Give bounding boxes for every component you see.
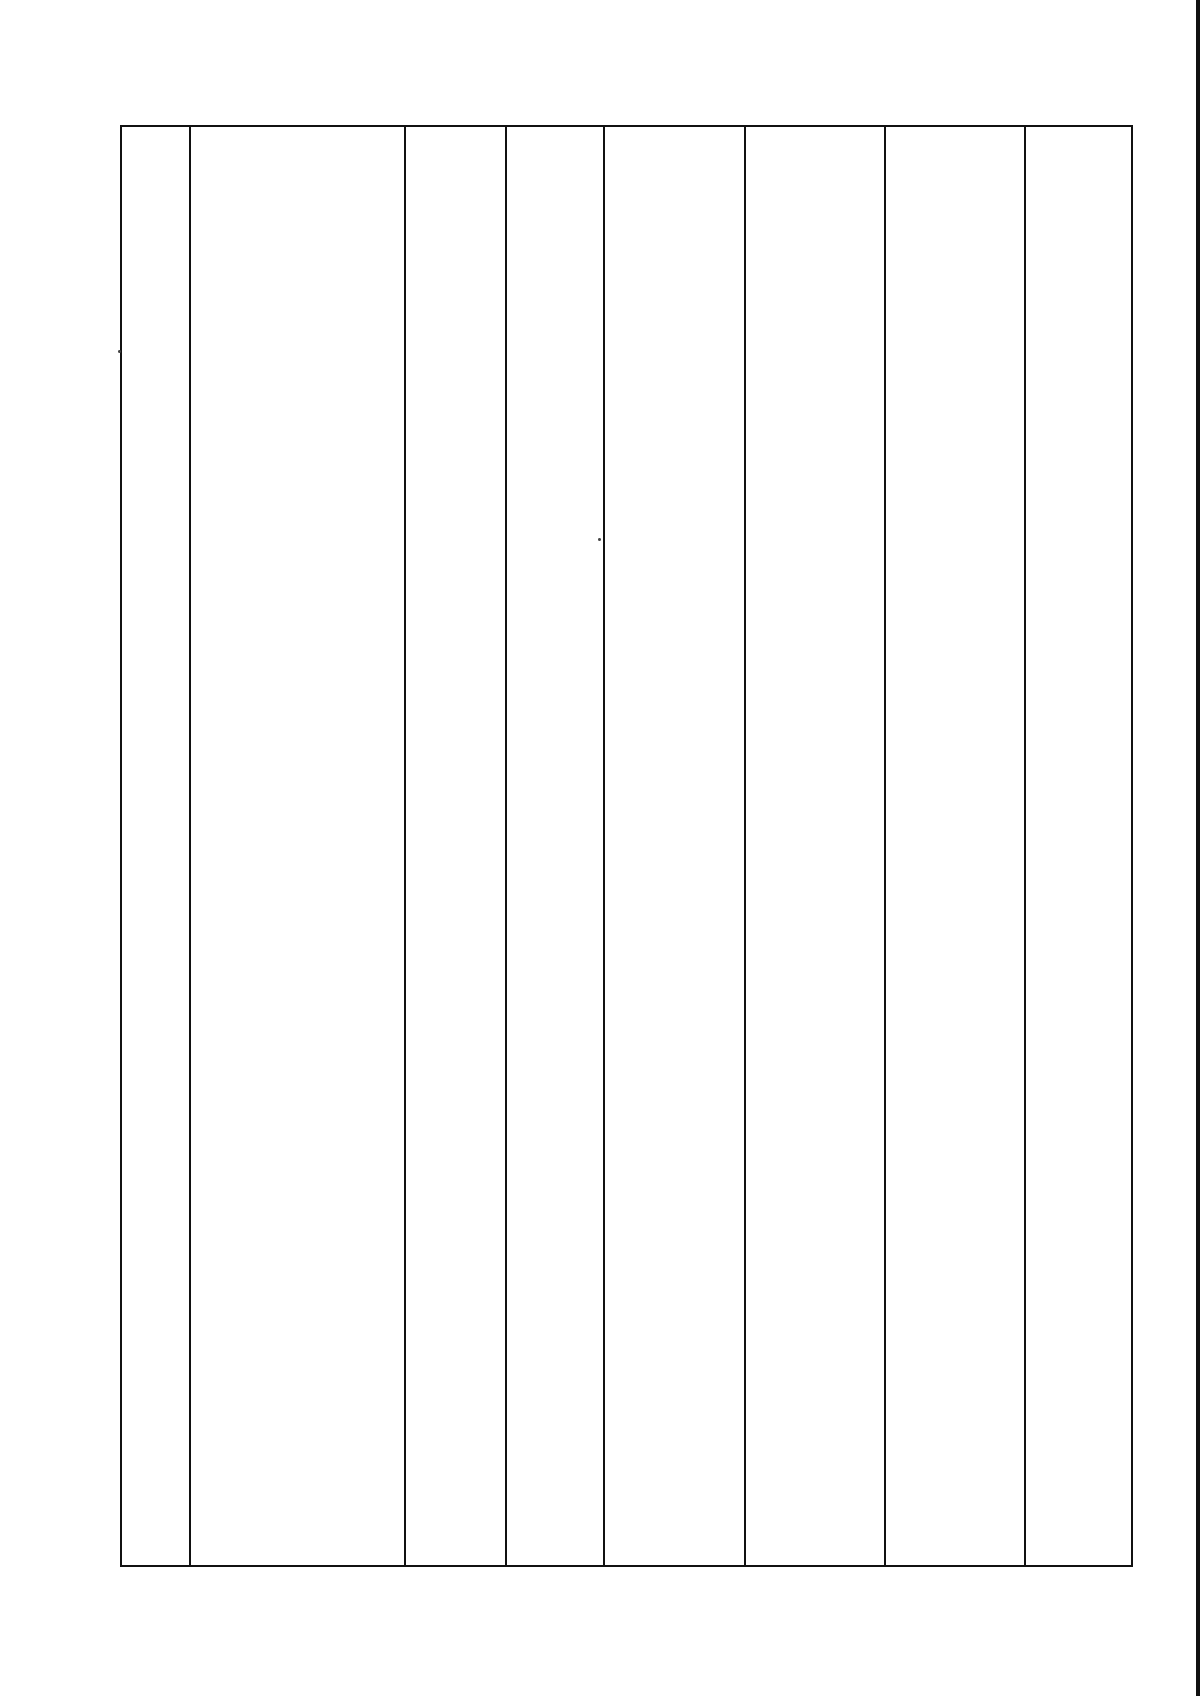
column-divider xyxy=(744,127,746,1565)
scan-speck xyxy=(118,350,121,353)
budget-table xyxy=(120,125,1133,1567)
column-divider xyxy=(1024,127,1026,1565)
column-divider xyxy=(603,127,605,1565)
column-divider xyxy=(404,127,406,1565)
column-divider xyxy=(884,127,886,1565)
scan-edge xyxy=(1196,0,1200,1696)
scan-speck xyxy=(598,538,601,541)
column-divider xyxy=(189,127,191,1565)
column-divider xyxy=(505,127,507,1565)
